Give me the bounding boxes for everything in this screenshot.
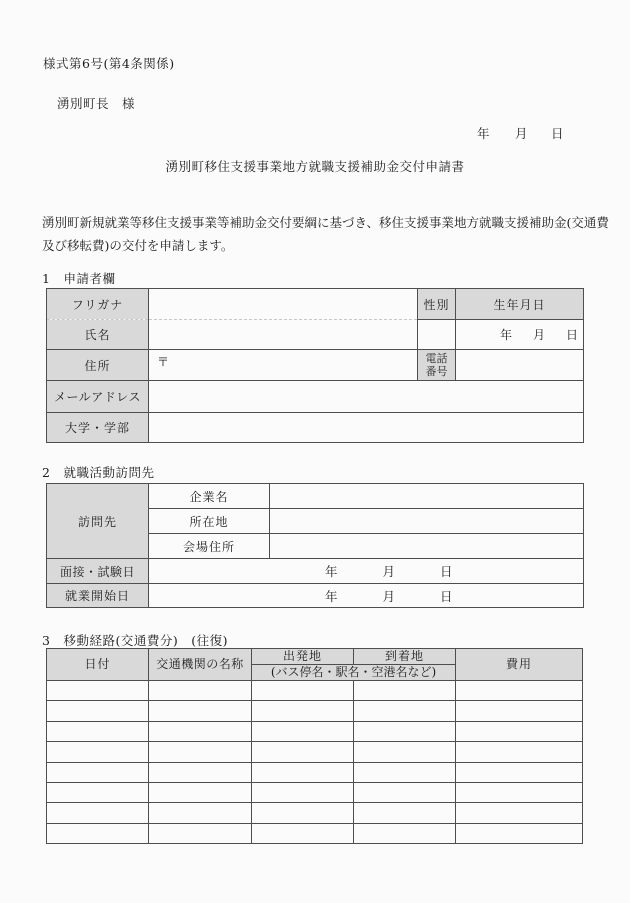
interview-date-input-cell[interactable] — [149, 559, 584, 584]
furigana-label: フリガナ — [47, 289, 149, 320]
travel-table-body — [47, 681, 583, 844]
travel-input-cell[interactable] — [252, 681, 354, 701]
section1-heading: 1 申請者欄 — [42, 271, 116, 286]
furigana-input-cell[interactable] — [149, 289, 418, 320]
email-label: メールアドレス — [47, 381, 149, 413]
name-row — [47, 320, 584, 350]
travel-input-cell[interactable] — [47, 681, 149, 701]
form-body-paragraph — [42, 212, 609, 257]
university-label: 大学・学部 — [47, 413, 149, 443]
form-title: 湧別町移住支援事業地方就職支援補助金交付申請書 — [165, 159, 465, 174]
email-input-cell[interactable] — [149, 381, 584, 413]
application-date-line — [0, 124, 630, 140]
travel-input-cell[interactable] — [252, 823, 354, 843]
month-label: 月 — [515, 126, 528, 141]
employment-start-label: 就業開始日 — [47, 584, 149, 608]
phone-label-line2: 番号 — [425, 365, 448, 378]
furigana-row — [47, 289, 584, 320]
travel-input-cell[interactable] — [47, 762, 149, 782]
travel-input-cell[interactable] — [252, 721, 354, 741]
travel-input-cell[interactable] — [456, 782, 583, 802]
name-label: 氏名 — [47, 320, 149, 350]
location-label: 所在地 — [149, 509, 270, 534]
travel-input-cell[interactable] — [354, 681, 456, 701]
travel-input-cell[interactable] — [456, 742, 583, 762]
travel-input-cell[interactable] — [149, 681, 252, 701]
phone-label — [418, 350, 456, 381]
travel-input-cell[interactable] — [47, 803, 149, 823]
travel-input-cell[interactable] — [149, 762, 252, 782]
travel-row — [47, 823, 583, 843]
address-label: 住所 — [47, 350, 149, 381]
travel-input-cell[interactable] — [456, 803, 583, 823]
travel-input-cell[interactable] — [252, 762, 354, 782]
day-label: 日 — [551, 126, 564, 141]
travel-row — [47, 803, 583, 823]
company-input-cell[interactable] — [270, 484, 584, 509]
travel-input-cell[interactable] — [252, 701, 354, 721]
day-label: 日 — [440, 588, 453, 604]
visit-table — [46, 483, 584, 608]
year-label: 年 — [325, 588, 338, 604]
travel-input-cell[interactable] — [149, 701, 252, 721]
travel-input-cell[interactable] — [456, 701, 583, 721]
travel-input-cell[interactable] — [354, 823, 456, 843]
company-row — [47, 484, 584, 509]
visit-destination-label: 訪問先 — [47, 484, 149, 559]
section2-heading: 2 就職活動訪問先 — [42, 465, 155, 480]
venue-input-cell[interactable] — [270, 534, 584, 559]
travel-input-cell[interactable] — [47, 782, 149, 802]
day-label: 日 — [566, 328, 579, 342]
travel-input-cell[interactable] — [354, 762, 456, 782]
travel-input-cell[interactable] — [354, 803, 456, 823]
name-input-cell[interactable] — [149, 320, 418, 350]
month-label: 月 — [382, 564, 396, 579]
travel-input-cell[interactable] — [456, 681, 583, 701]
birthdate-label: 生年月日 — [456, 289, 584, 320]
venue-address-label: 会場住所 — [149, 534, 270, 559]
station-note-header: (バス停名・駅名・空港名など) — [252, 665, 456, 681]
travel-input-cell[interactable] — [149, 782, 252, 802]
travel-input-cell[interactable] — [354, 782, 456, 802]
travel-input-cell[interactable] — [354, 742, 456, 762]
body-line-2: 及び移転費)の交付を申請します。 — [42, 237, 234, 253]
travel-input-cell[interactable] — [149, 823, 252, 843]
phone-label-line1: 電話 — [425, 352, 448, 365]
phone-input-cell[interactable] — [456, 350, 584, 381]
university-row — [47, 413, 584, 443]
applicant-table — [46, 288, 584, 443]
month-label: 月 — [382, 588, 396, 604]
date-header: 日付 — [47, 649, 149, 681]
interview-date-row — [47, 559, 584, 584]
address-input-cell[interactable] — [149, 350, 418, 381]
departure-header: 出発地 — [252, 649, 354, 665]
travel-input-cell[interactable] — [456, 721, 583, 741]
travel-input-cell[interactable] — [252, 803, 354, 823]
cost-header: 費用 — [456, 649, 583, 681]
travel-input-cell[interactable] — [47, 721, 149, 741]
section3-heading: 3 移動経路(交通費分) (往復) — [42, 633, 228, 648]
address-row — [47, 350, 584, 381]
gender-input-cell[interactable] — [418, 320, 456, 350]
university-input-cell[interactable] — [149, 413, 584, 443]
travel-input-cell[interactable] — [456, 823, 583, 843]
email-row — [47, 381, 584, 413]
location-input-cell[interactable] — [270, 509, 584, 534]
travel-header-row — [47, 649, 583, 665]
travel-input-cell[interactable] — [456, 762, 583, 782]
travel-input-cell[interactable] — [252, 782, 354, 802]
travel-input-cell[interactable] — [354, 701, 456, 721]
travel-row — [47, 721, 583, 741]
year-label: 年 — [477, 126, 490, 141]
travel-input-cell[interactable] — [149, 803, 252, 823]
travel-row — [47, 681, 583, 701]
travel-row — [47, 742, 583, 762]
start-date-input-cell[interactable] — [149, 584, 584, 608]
gender-label: 性別 — [418, 289, 456, 320]
transport-header: 交通機関の名称 — [149, 649, 252, 681]
travel-input-cell[interactable] — [47, 742, 149, 762]
travel-input-cell[interactable] — [149, 742, 252, 762]
travel-row — [47, 701, 583, 721]
start-date-row — [47, 584, 584, 608]
travel-route-table — [46, 648, 583, 844]
year-label: 年 — [325, 564, 338, 579]
year-label: 年 — [500, 328, 513, 342]
day-label: 日 — [440, 564, 453, 579]
arrival-header: 到着地 — [354, 649, 456, 665]
body-line-1: 湧別町新規就業等移住支援事業等補助金交付要綱に基づき、移住支援事業地方就職支援補助金(交通費 — [42, 215, 609, 230]
travel-row — [47, 762, 583, 782]
month-label: 月 — [533, 328, 546, 342]
interview-date-label: 面接・試験日 — [47, 559, 149, 584]
travel-row — [47, 782, 583, 802]
travel-input-cell[interactable] — [252, 742, 354, 762]
form-code-label: 様式第6号(第4条関係) — [43, 56, 175, 71]
postal-mark: 〒 — [157, 355, 170, 369]
company-name-label: 企業名 — [149, 484, 270, 509]
travel-input-cell[interactable] — [47, 701, 149, 721]
travel-input-cell[interactable] — [149, 721, 252, 741]
birthdate-input-cell[interactable] — [456, 320, 584, 350]
addressee-label: 湧別町長 様 — [57, 96, 136, 111]
travel-input-cell[interactable] — [354, 721, 456, 741]
travel-input-cell[interactable] — [47, 823, 149, 843]
